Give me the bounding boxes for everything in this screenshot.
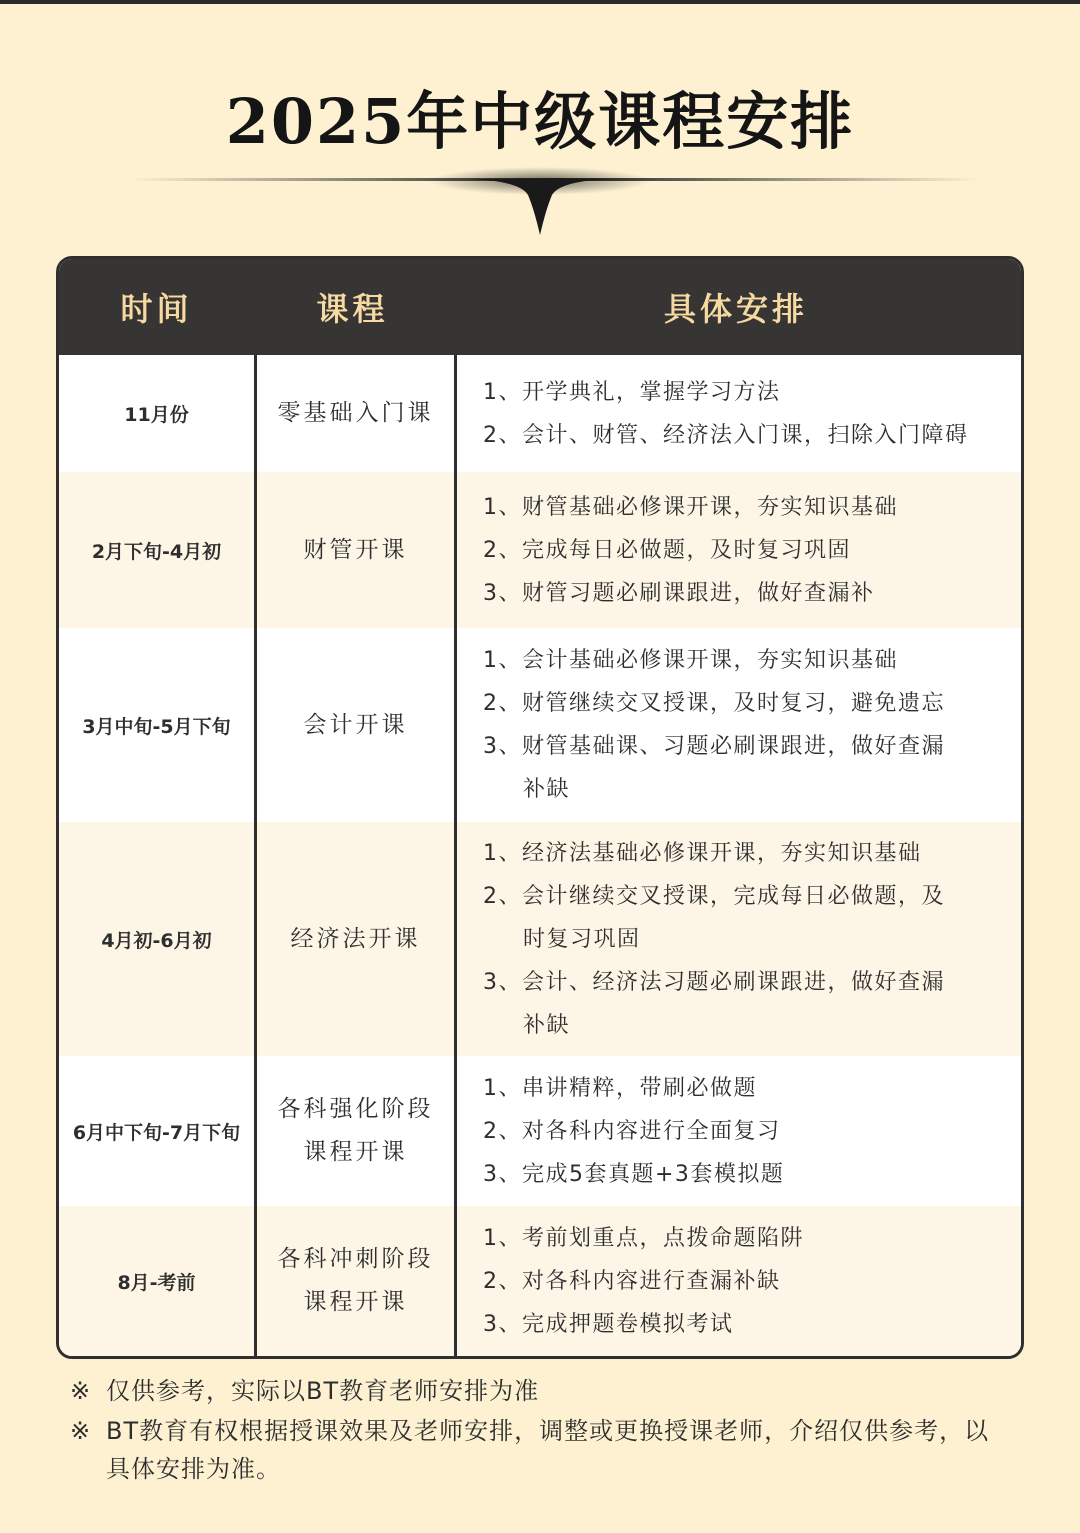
course-line: 财管开课 — [303, 536, 408, 563]
arrangement-item: 1、会计基础必修课开课，夯实知识基础 — [483, 648, 898, 673]
arrangement-item-continued: 时复习巩固 — [523, 926, 641, 952]
reference-mark-icon: ※ — [70, 1417, 92, 1445]
arrangement-item: 1、串讲精粹，带刷必做题 — [483, 1075, 757, 1101]
arrangement-item: 3、完成5套真题+3套模拟题 — [483, 1161, 785, 1187]
arrangement-item: 3、会计、经济法习题必刷课跟进，做好查漏 — [483, 969, 945, 995]
header-course: 课程 — [316, 290, 389, 328]
schedule-table — [56, 256, 1024, 1359]
cell-course — [257, 822, 457, 1056]
arrangement-item: 2、会计继续交叉授课，完成每日必做题，及 — [483, 883, 945, 909]
page-title: 2025年中级课程安排 — [225, 85, 855, 158]
cell-arrangement — [457, 628, 1021, 822]
arrangement-item-continued: 补缺 — [523, 777, 571, 802]
course-line: 零基础入门课 — [277, 400, 434, 426]
arrangement-item: 1、财管基础必修课开课，夯实知识基础 — [483, 494, 898, 520]
cell-time: 3月中旬-5月下旬 — [59, 628, 257, 822]
cell-arrangement — [457, 472, 1021, 628]
header-time: 时间 — [120, 290, 193, 328]
cell-time: 8月-考前 — [59, 1206, 257, 1356]
top-border — [0, 0, 1080, 4]
cell-course — [257, 628, 457, 822]
table-header — [59, 259, 1021, 355]
table-row — [59, 628, 1021, 822]
arrangement-item: 1、开学典礼，掌握学习方法 — [483, 379, 781, 405]
cell-course — [257, 1206, 457, 1356]
course-line: 课程开课 — [303, 1289, 408, 1315]
course-line: 各科强化阶段 — [277, 1096, 434, 1122]
arrangement-item: 3、完成押题卷模拟考试 — [483, 1311, 734, 1337]
course-line: 经济法开课 — [290, 925, 421, 952]
arrangement-item: 1、考前划重点，点拨命题陷阱 — [483, 1225, 804, 1251]
header-arrangement: 具体安排 — [663, 290, 808, 328]
table-row — [59, 355, 1021, 472]
table-row — [59, 472, 1021, 628]
arrangement-item: 2、完成每日必做题，及时复习巩固 — [483, 537, 851, 563]
footnote — [70, 1372, 1010, 1410]
table-row — [59, 822, 1021, 1056]
footnote-text: BT教育有权根据授课效果及老师安排，调整或更换授课老师，介绍仅供参考，以具体安排为准。 — [106, 1417, 990, 1483]
course-line: 会计开课 — [303, 711, 408, 738]
arrangement-item: 3、财管习题必刷课跟进，做好查漏补 — [483, 580, 875, 606]
cell-arrangement — [457, 1206, 1021, 1356]
cell-arrangement — [457, 355, 1021, 472]
reference-mark-icon: ※ — [70, 1377, 92, 1405]
table-row — [59, 1206, 1021, 1356]
cell-course — [257, 1056, 457, 1206]
footnotes — [70, 1372, 1010, 1490]
cell-time: 4月初-6月初 — [59, 822, 257, 1056]
table-row — [59, 1056, 1021, 1206]
course-line: 各科冲刺阶段 — [277, 1246, 434, 1272]
footnote — [70, 1412, 1010, 1488]
cell-course — [257, 472, 457, 628]
cell-arrangement — [457, 1056, 1021, 1206]
cell-time: 6月中下旬-7月下旬 — [59, 1056, 257, 1206]
arrangement-item: 2、财管继续交叉授课，及时复习，避免遗忘 — [483, 691, 945, 716]
cell-time: 2月下旬-4月初 — [59, 472, 257, 628]
cell-arrangement — [457, 822, 1021, 1056]
title-divider — [130, 165, 980, 240]
arrangement-item: 2、对各科内容进行查漏补缺 — [483, 1268, 781, 1294]
arrangement-item: 2、对各科内容进行全面复习 — [483, 1118, 781, 1144]
arrangement-item: 1、经济法基础必修课开课，夯实知识基础 — [483, 840, 922, 866]
footnote-text: 仅供参考，实际以BT教育老师安排为准 — [106, 1377, 540, 1405]
course-line: 课程开课 — [303, 1139, 408, 1165]
arrangement-item: 2、会计、财管、经济法入门课，扫除入门障碍 — [483, 422, 969, 448]
arrangement-item: 3、财管基础课、习题必刷课跟进，做好查漏 — [483, 734, 945, 759]
cell-time: 11月份 — [59, 355, 257, 472]
arrangement-item-continued: 补缺 — [523, 1012, 571, 1038]
cell-course — [257, 355, 457, 472]
